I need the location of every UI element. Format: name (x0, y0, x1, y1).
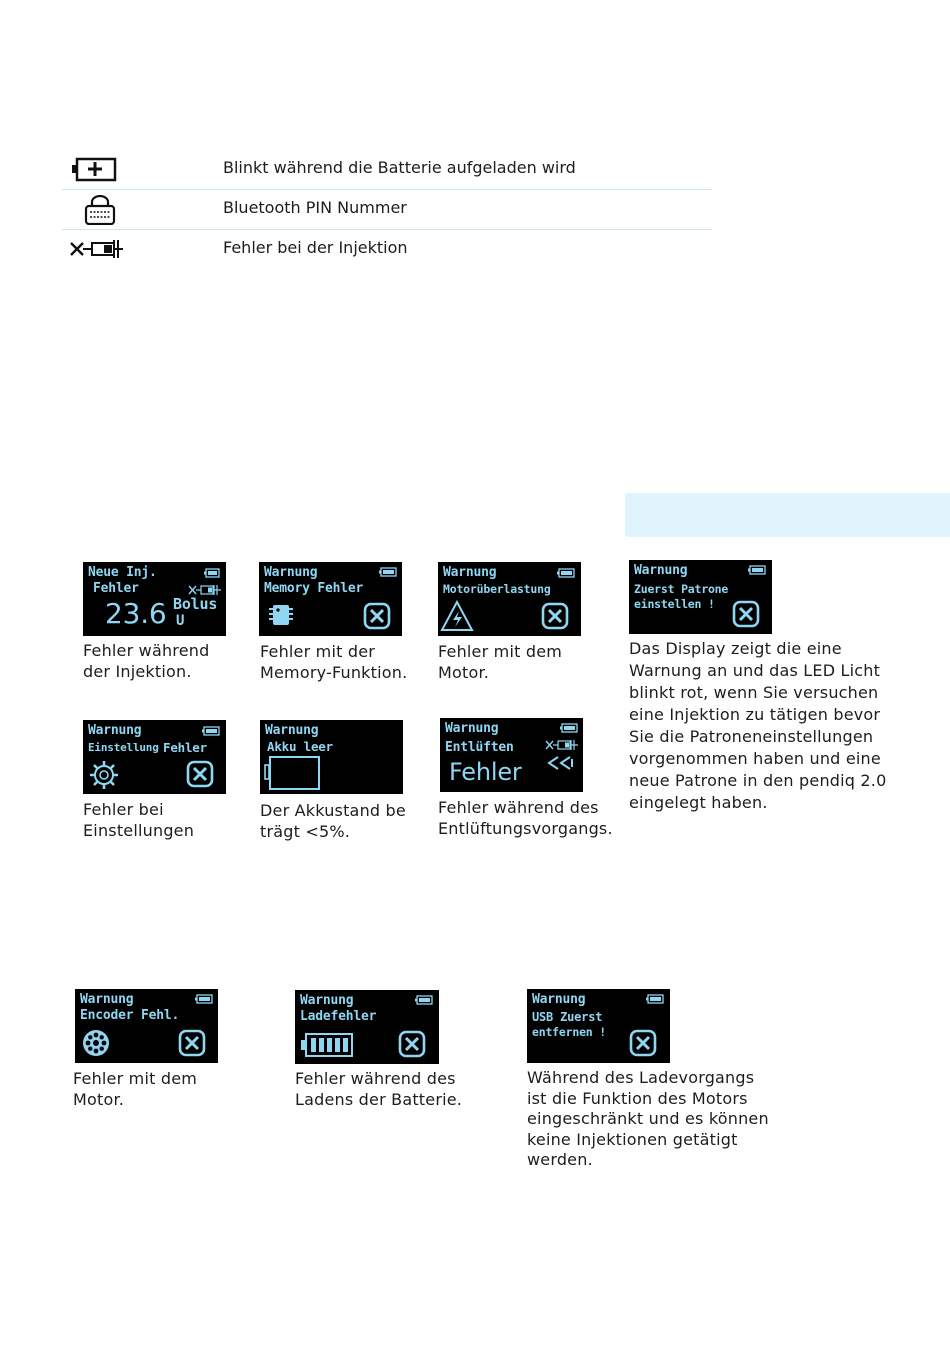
display-memory-error (259, 562, 402, 636)
screen-subtitle-2: entfernen ! (532, 1025, 606, 1039)
caption-memory-error: Fehler mit der Memory-Funktion. (260, 642, 408, 682)
screen-subtitle: Zuerst Patrone (634, 582, 729, 596)
display-injection-error (83, 562, 226, 636)
caption-charging-error: Fehler während des Ladens der Batterie. (295, 1069, 463, 1109)
display-charging-error (295, 990, 439, 1064)
screen-dose-value: 23.6 (105, 597, 167, 630)
close-icon (398, 1030, 426, 1058)
injection-error-icon (545, 739, 579, 751)
encoder-wheel-icon (80, 1027, 112, 1059)
battery-charging-icon (68, 155, 128, 185)
display-usb-warning (527, 989, 670, 1063)
rewind-arrows-icon (546, 756, 578, 770)
legend-row-battery-charging (62, 150, 712, 190)
display-cartridge-warning (629, 560, 772, 634)
close-icon (363, 602, 391, 630)
screen-subtitle-2: einstellen ! (634, 597, 715, 611)
display-motor-overload (438, 562, 581, 636)
screen-title: Warnung (88, 723, 142, 738)
caption-battery-empty: Der Akkustand be trägt <5%. (260, 801, 406, 841)
battery-full-icon (300, 1032, 354, 1058)
close-icon (629, 1029, 657, 1057)
battery-icon (748, 565, 766, 575)
legend-text-battery-charging: Blinkt während die Batterie aufgeladen wird (223, 158, 576, 177)
icon-legend-table (62, 150, 712, 269)
gear-icon (88, 759, 120, 791)
screen-subtitle: USB Zuerst (532, 1010, 603, 1024)
battery-icon (557, 568, 575, 578)
screen-title: Warnung (80, 992, 134, 1007)
section-header-bar (625, 493, 950, 537)
screen-bolus-label: Bolus (173, 595, 218, 613)
caption-settings-error: Fehler bei Einstellungen (83, 800, 195, 840)
injection-error-icon (68, 235, 128, 265)
battery-icon (560, 723, 578, 733)
battery-icon (204, 568, 220, 578)
screen-subtitle: Fehler (93, 581, 139, 596)
memory-chip-icon (267, 602, 295, 628)
screen-subtitle: Ladefehler (300, 1009, 377, 1024)
legend-text-injection-error: Fehler bei der Injektion (223, 238, 408, 257)
screen-title: Warnung (264, 565, 318, 580)
screen-subtitle-error: Fehler (163, 740, 207, 755)
battery-empty-icon (264, 755, 322, 791)
screen-title: Warnung (265, 723, 319, 738)
caption-motor-overload: Fehler mit dem Motor. (438, 642, 563, 682)
caption-cartridge-warning: Das Display zeigt die eine Warnung an und das LED Licht blinkt rot, wenn Sie versuchen eine Injektion zu tätigen bevor Sie die Patroneneinstellungen vorgenommen haben und eine neue Patrone in den pendiq 2.0 eingelegt haben. (629, 639, 887, 812)
caption-encoder-error: Fehler mit dem Motor. (73, 1069, 198, 1109)
battery-icon (202, 726, 220, 736)
screen-title: Warnung (300, 993, 354, 1008)
legend-row-injection-error (62, 230, 712, 269)
close-icon (732, 600, 760, 628)
legend-row-bluetooth-pin (62, 190, 712, 230)
close-icon (186, 760, 214, 788)
battery-icon (415, 995, 433, 1005)
screen-subtitle: Einstellung (88, 741, 159, 754)
screen-subtitle: Memory Fehler (264, 581, 364, 596)
screen-title: Warnung (443, 565, 497, 580)
caption-injection-error: Fehler während der Injektion. (83, 641, 210, 681)
display-encoder-error (75, 989, 218, 1063)
battery-icon (379, 567, 397, 577)
legend-text-bluetooth-pin: Bluetooth PIN Nummer (223, 198, 407, 217)
display-settings-error (83, 720, 226, 794)
warning-lightning-icon (440, 599, 474, 633)
battery-icon (646, 994, 664, 1004)
screen-unit-label: U (176, 613, 185, 629)
screen-error-label: Fehler (449, 758, 522, 786)
close-icon (541, 602, 569, 630)
screen-subtitle: Entlüften (445, 740, 514, 755)
injection-error-icon (188, 584, 222, 596)
caption-usb-warning: Während des Ladevorgangs ist die Funktion des Motors eingeschränkt und es können keine Injektionen getätigt werden. (527, 1068, 769, 1169)
screen-title: Warnung (532, 992, 586, 1007)
screen-title: Warnung (634, 563, 688, 578)
screen-subtitle: Encoder Fehl. (80, 1008, 180, 1023)
screen-title: Warnung (445, 721, 499, 736)
bluetooth-pin-icon (68, 195, 128, 225)
screen-subtitle: Akku leer (267, 739, 333, 754)
display-battery-empty (260, 720, 403, 794)
screen-subtitle: Motorüberlastung (443, 582, 551, 596)
caption-priming-error: Fehler während des Entlüftungsvorgangs. (438, 798, 613, 838)
battery-icon (195, 994, 213, 1004)
screen-title: Neue Inj. (88, 565, 157, 580)
close-icon (178, 1029, 206, 1057)
display-priming-error (440, 718, 583, 792)
